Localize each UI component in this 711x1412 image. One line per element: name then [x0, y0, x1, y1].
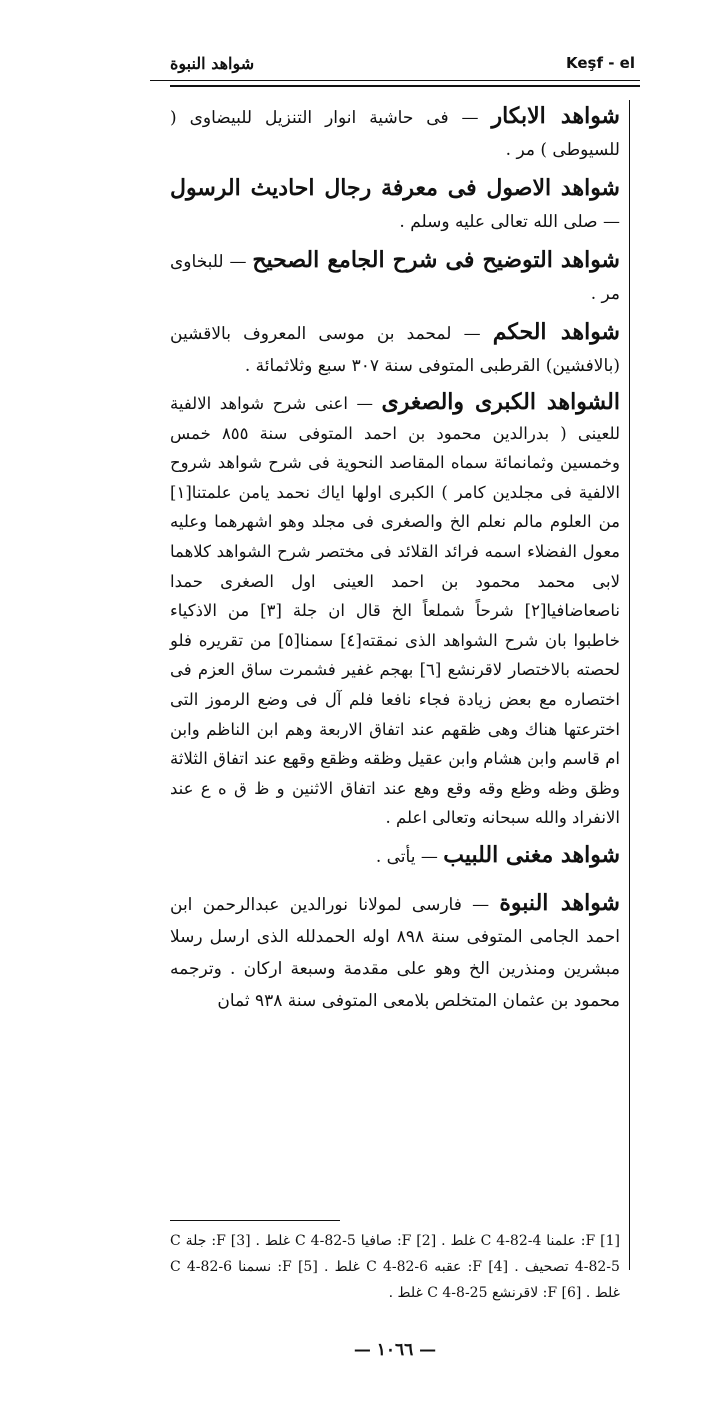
footnote: [5] F: نسمنا C 4-82-6 غلط . — [170, 1259, 620, 1301]
entry-text: — صلى الله تعالى عليه وسلم . — [399, 212, 620, 232]
header-rule — [170, 85, 640, 87]
entry-shawahid-mughni-al-labib — [170, 839, 620, 873]
entry-head: شواهد الاصول فى معرفة رجال احاديث الرسول — [170, 175, 620, 201]
entry-head: شواهد النبوة — [499, 889, 620, 916]
running-head — [150, 50, 640, 81]
entry-head: شواهد الحكم — [492, 319, 620, 345]
running-head-latin: Keşf - el — [566, 54, 635, 72]
footnote-rule — [170, 1220, 340, 1221]
entry-head: الشواهد الكبرى والصغرى — [381, 389, 620, 415]
entry-head: شواهد الابكار — [491, 103, 620, 129]
footnote: [1] F: علمنا C 4-82-4 غلط . — [441, 1233, 621, 1249]
footnote: [3] F: جلة C 4-82-5 تصحيف . — [170, 1233, 620, 1275]
entries — [170, 100, 620, 1023]
entry-head: شواهد التوضيح فى شرح الجامع الصحيح — [252, 247, 620, 273]
column-rule — [629, 100, 630, 1270]
book-page — [150, 40, 640, 1380]
footnotes — [170, 1228, 620, 1306]
footnote: [4] F: عقبه C 4-82-6 غلط . — [324, 1259, 509, 1275]
running-head-title: شواهد النبوة — [170, 54, 255, 73]
entry-shawahid-al-abkar — [170, 100, 620, 166]
entry-text: — فارسى لمولانا نورالدين عبدالرحمن ابن احمد الجامى المتوفى سنة ٨٩٨ اوله الحمدلله الذى ارسل رسلا مبشرين ومنذرين الخ وهو على مقدمة وسبعة اركان . وترجمه محمود بن عثمان المتخلص بلامعى المتوفى سنة ٩٣٨ ثمان — [170, 894, 620, 1011]
page-number: — ١٠٦٦ — — [353, 1340, 437, 1360]
entry-text: — للبخاوى مر . — [170, 252, 620, 304]
entry-al-shawahid-al-kubra — [170, 388, 620, 833]
entry-text: — اعنى شرح شواهد الالفية للعينى ( بدرالدين محمود بن احمد المتوفى سنة ٨٥٥ خمس وخمسين وثمانمائة سماه المقاصد النحوية فى شرح شواهد شروح الالفية فى مجلدين كامر ) الكبرى اولها اياك نحمد يامن علمتنا[١] من العلوم مالم نعلم الخ والصغرى فى مجلد وهو اشهرهما وعليه معول الفضلاء اسمه فرائد القلائد فى مختصر شرح الشواهد كلاهما لابى محمد محمود بن احمد العينى اول الصغرى حمدا ناصعاضافيا[٢] شرحاً شملعاً الخ قال ان جلة [٣] من الاذكياء خاطبوا بان شرح الشواهد الذى نمقته[٤] سمنا[٥] من تقريره فلو لحصته بالاختصار لاقرنشع [٦] بهجم غفير فشمرت ساق العزم فى اختصاره مع بعض زيادة فجاء نافعا فلم آل فى وضع الرموز التى اخترعتها هناك وهى ظقهم عند اتفاق الاربعة وهم ابن الناظم وابن ام قاسم وابن هشام وابن عقيل وظقه وظقع وقهع عند اتفاق الثلاثة وظق وظه وظع وقه وقع وهع عند اتفاق الاثنين و ظ ق ه ع عند الانفراد والله سبحانه وتعالى اعلم . — [170, 394, 621, 828]
entry-shawahid-al-hikam — [170, 316, 620, 382]
footnote: [6] F: لاقرنشع C 4-8-25 غلط . — [388, 1285, 582, 1301]
entry-shawahid-al-nubuwwa — [170, 887, 620, 1017]
entry-shawahid-al-tawdih — [170, 244, 620, 310]
entry-shawahid-al-usul — [170, 172, 620, 238]
entry-head: شواهد مغنى اللبيب — [443, 841, 620, 868]
entry-text: — يأتى . — [375, 846, 444, 867]
entry-text: — لمحمد بن موسى المعروف بالاقشين (بالافشين) القرطبى المتوفى سنة ٣٠٧ سبع وثلاثمائة . — [170, 324, 620, 376]
footnote: [2] F: صافيا C 4-82-5 غلط . — [255, 1233, 437, 1249]
entry-text: — فى حاشية انوار التنزيل للبيضاوى ( للسيوطى ) مر . — [170, 108, 620, 160]
